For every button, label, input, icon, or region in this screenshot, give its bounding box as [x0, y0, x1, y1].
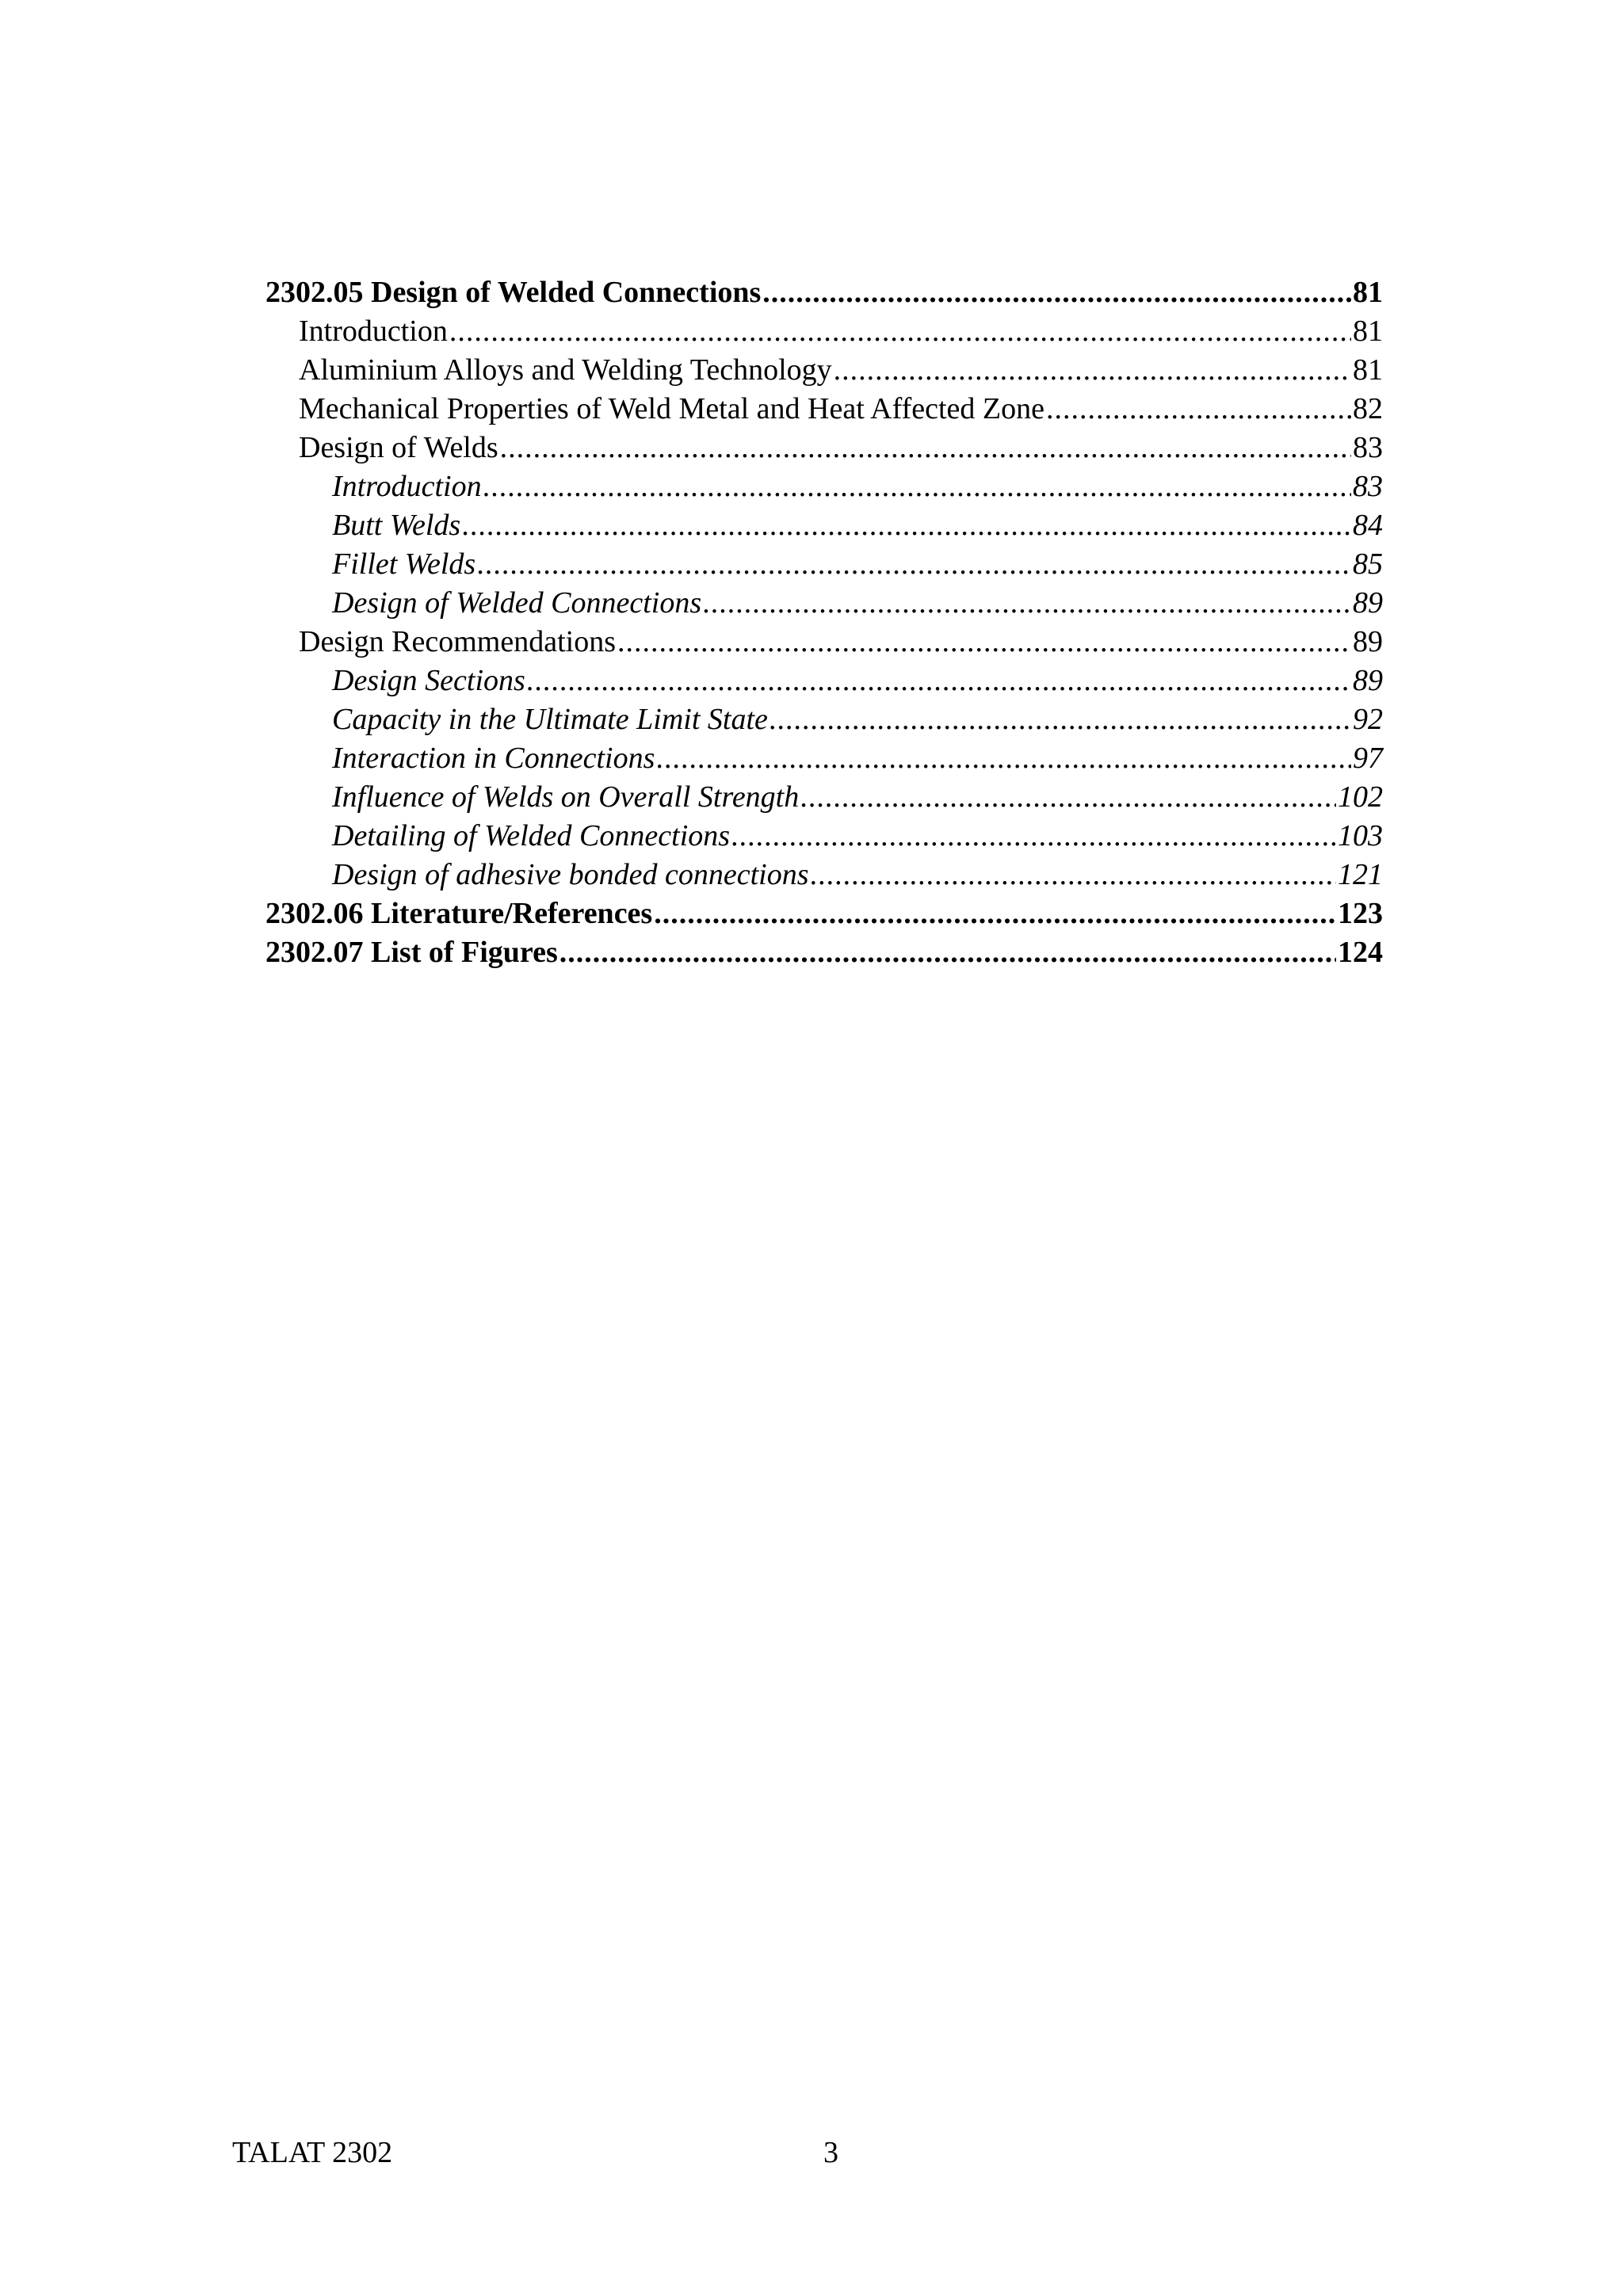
- table-of-contents: [265, 273, 1383, 972]
- toc-dot-leader: [462, 506, 1351, 545]
- toc-entry-page: 81: [1353, 315, 1383, 348]
- toc-entry-page: 84: [1353, 509, 1383, 542]
- toc-entry-title: Influence of Welds on Overall Strength: [332, 780, 800, 814]
- toc-entry: [265, 273, 1383, 312]
- toc-entry: [265, 467, 1383, 506]
- toc-entry: [265, 700, 1383, 739]
- toc-entry: [265, 623, 1383, 662]
- toc-dot-leader: [762, 273, 1351, 312]
- toc-entry-page: 83: [1353, 431, 1383, 464]
- toc-entry: [265, 856, 1383, 894]
- toc-entry: [265, 739, 1383, 778]
- toc-dot-leader: [559, 933, 1336, 972]
- toc-entry-page: 83: [1353, 470, 1383, 503]
- toc-entry-title: Mechanical Properties of Weld Metal and Heat Affected Zone: [299, 392, 1044, 425]
- toc-entry-page: 89: [1353, 664, 1383, 697]
- toc-entry-title: Design of adhesive bonded connections: [332, 858, 809, 891]
- toc-entry-page: 89: [1353, 586, 1383, 620]
- toc-entry-title: Butt Welds: [332, 509, 461, 542]
- toc-dot-leader: [477, 545, 1351, 584]
- toc-entry-title: 2302.05 Design of Welded Connections: [265, 276, 762, 309]
- toc-dot-leader: [617, 623, 1351, 662]
- toc-dot-leader: [527, 662, 1351, 700]
- toc-entry-title: Introduction: [332, 470, 482, 503]
- toc-entry-page: 81: [1353, 276, 1383, 309]
- toc-entry-page: 85: [1353, 547, 1383, 581]
- toc-entry-title: Aluminium Alloys and Welding Technology: [299, 353, 832, 387]
- toc-entry-page: 123: [1338, 897, 1383, 930]
- toc-entry: [265, 351, 1383, 390]
- toc-entry-title: Design of Welded Connections: [332, 586, 702, 620]
- toc-dot-leader: [449, 312, 1351, 351]
- footer-document-id: TALAT 2302: [232, 2136, 393, 2169]
- toc-entry-title: Introduction: [299, 315, 448, 348]
- toc-dot-leader: [769, 700, 1351, 739]
- toc-entry-page: 124: [1338, 936, 1383, 969]
- toc-entry-title: Design Sections: [332, 664, 525, 697]
- toc-entry: [265, 894, 1383, 933]
- toc-entry-title: Design Recommendations: [299, 625, 616, 658]
- toc-entry: [265, 545, 1383, 584]
- toc-entry: [265, 662, 1383, 700]
- toc-entry: [265, 312, 1383, 351]
- footer-page-number: 3: [823, 2136, 838, 2169]
- toc-entry: [265, 817, 1383, 856]
- toc-entry-page: 82: [1353, 392, 1383, 425]
- toc-dot-leader: [834, 351, 1351, 390]
- toc-entry-title: Capacity in the Ultimate Limit State: [332, 703, 768, 736]
- toc-entry-page: 121: [1338, 858, 1383, 891]
- toc-entry-title: Detailing of Welded Connections: [332, 819, 731, 852]
- toc-entry-title: 2302.06 Literature/References: [265, 897, 653, 930]
- toc-dot-leader: [703, 584, 1351, 623]
- toc-entry-page: 92: [1353, 703, 1383, 736]
- toc-dot-leader: [1046, 390, 1351, 429]
- toc-dot-leader: [800, 778, 1336, 817]
- toc-entry-page: 103: [1338, 819, 1383, 852]
- toc-entry-title: Fillet Welds: [332, 547, 476, 581]
- toc-entry: [265, 506, 1383, 545]
- toc-entry: [265, 429, 1383, 467]
- toc-entry-page: 102: [1338, 780, 1383, 814]
- toc-dot-leader: [654, 894, 1336, 933]
- toc-entry-page: 97: [1353, 742, 1383, 775]
- toc-entry-page: 81: [1353, 353, 1383, 387]
- toc-entry: [265, 584, 1383, 623]
- toc-entry-title: Interaction in Connections: [332, 742, 655, 775]
- toc-entry: [265, 933, 1383, 972]
- toc-entry-title: 2302.07 List of Figures: [265, 936, 558, 969]
- toc-entry: [265, 778, 1383, 817]
- toc-dot-leader: [500, 429, 1351, 467]
- toc-dot-leader: [811, 856, 1336, 894]
- toc-entry-page: 89: [1353, 625, 1383, 658]
- toc-dot-leader: [483, 467, 1351, 506]
- toc-dot-leader: [656, 739, 1351, 778]
- toc-entry: [265, 390, 1383, 429]
- page-footer: [232, 2133, 1389, 2172]
- toc-entry-title: Design of Welds: [299, 431, 498, 464]
- toc-dot-leader: [731, 817, 1336, 856]
